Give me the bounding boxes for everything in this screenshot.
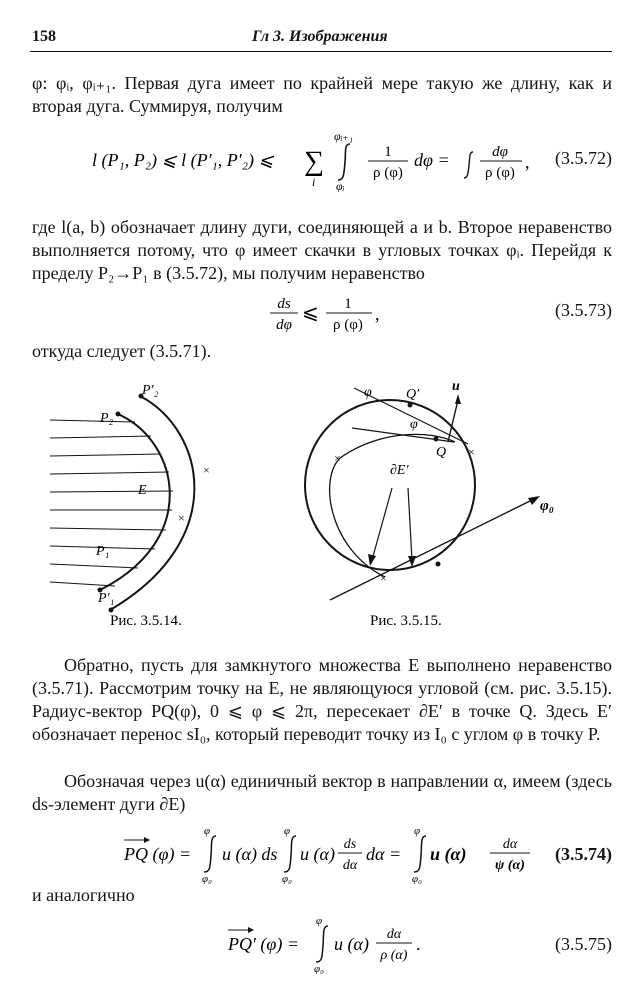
fig15-phi0-arrowhead [528,496,540,505]
fig15-vector-u-arrowhead [455,394,461,404]
fig15-vector-u [448,400,458,442]
figure-3-5-14 [50,383,210,629]
eq73-num: ds [277,296,291,312]
equation-3-5-72 [32,128,612,192]
eq73-rel: ⩽ [302,302,319,324]
fig15-radius-left [372,488,392,560]
fig14-label-e: E [138,483,147,498]
paragraph-5: Обозначая через u(α) единичный вектор в направлении α, имеем (здесь ds-элемент дуги ∂E) [32,771,612,814]
page-number: 158 [32,28,56,45]
fig15-label-q: Q [436,445,447,460]
eq74-t1: u (α) ds [222,844,278,864]
eq75-tail: . [416,934,421,954]
fig14-cross-2: × [178,511,185,525]
eq75-t1: u (α) [334,934,369,954]
eq75-number: (3.5.75) [555,934,612,954]
fig15-point-tangent [436,562,441,567]
fig15-label-phi0: φ₀ [540,498,555,514]
eq74-integral-3 [414,836,426,872]
eq72-f2-num: dφ [492,144,508,160]
equation-3-5-75-svg [32,912,472,974]
eq74-vec-arrowhead [144,837,150,843]
fig15-radius-left-arrowhead [368,554,376,566]
eq74-int1-bot: φ₀ [202,873,212,884]
eq72-integral-sign [338,144,350,180]
fig15-label-qp: Q′ [406,387,420,402]
fig15-label-phi-mid: φ [410,417,418,432]
fig14-label-p1p: P′₁ [98,591,115,606]
equation-3-5-73-svg [32,288,432,340]
eq74-int2-bot: φ₀ [282,873,292,884]
eq72-int-bot: φᵢ [336,179,345,192]
eq74-t2: u (α) [300,844,335,864]
fig15-cross-2: × [468,445,475,459]
eq72-int-top: φᵢ₊₁ [334,129,354,143]
header-rule [30,51,612,52]
fig15-radius-right [408,488,412,560]
fig14-inner-arc [100,414,170,590]
eq74-lhs: PQ (φ) = [124,844,192,864]
fig14-label-p1: P₁ [96,544,110,559]
fig15-point-qp [408,403,413,408]
chapter-title: Гл 3. Изображения [252,28,388,45]
eq73-den: dφ [276,317,292,333]
fig15-label-u: u [452,379,460,394]
eq75-integral [316,926,328,962]
equation-3-5-72-svg [32,128,532,192]
eq72-tail: , [525,152,530,172]
eq74-f1-den: dα [342,858,358,873]
paragraph-4: Обратно, пусть для замкнутого множества E выполнено неравенство (3.5.71). Рассмотрим точку на E, не являющуюся угловой (см. рис. 3.5.15). Радиус-вектор PQ(φ), 0 ⩽ φ ⩽ 2π, пересекает ∂E′ в точке Q. Здесь E′ обозначает перенос sI₀, который переводит точку из I₀ с углом φ в точку P. [32,655,612,744]
fig15-cross-3: × [380,571,387,585]
eq72-number: (3.5.72) [555,148,612,168]
fig14-label-p2p: P′₂ [142,383,159,398]
fig14-label-p2: P₂ [100,411,114,426]
eq72-f1-den: ρ (φ) [373,165,403,181]
eq73-number: (3.5.73) [555,300,612,320]
equation-3-5-75 [32,912,612,972]
fig15-cross-1: × [334,451,341,465]
fig15-circle [305,400,475,570]
figure-3-5-15 [305,379,554,629]
eq72-sum-sub: i [312,175,316,189]
paragraph-6: и аналогично [32,885,135,905]
eq74-mid: dα = [366,844,402,864]
fig14-cross-1: × [203,463,210,477]
eq74-int3-top: φ [414,825,421,837]
eq73-rden: ρ (φ) [333,317,363,333]
eq73-rnum: 1 [344,296,352,312]
fig15-inner-left-arc [330,458,385,577]
paragraph-2: где l(a, b) обозначает длину дуги, соединяющей a и b. Второе неравенство выполняется потому, что φ имеет скачки в угловых точках φᵢ. Перейдя к пределу P₂→P₁ в (3.5.72), мы получим неравенство [32,217,612,283]
fig15-label-de: ∂E′ [390,463,409,478]
eq72-sum: ∑ [304,146,324,177]
eq74-int2-top: φ [284,825,291,837]
paragraph-3: откуда следует (3.5.71). [32,341,212,361]
eq74-number: (3.5.74) [555,844,612,864]
equation-3-5-74-svg [32,822,532,884]
fig15-point-q [434,437,439,442]
eq72-mid: dφ = [414,150,450,170]
eq73-tail: , [375,304,380,324]
eq75-lhs: PQ′ (φ) = [228,934,300,954]
fig14-caption: Рис. 3.5.14. [110,613,182,629]
eq75-f-den: ρ (α) [380,948,408,963]
paragraph-1: φ: φᵢ, φᵢ₊₁. Первая дуга имеет по крайней мере такую же длину, как и вторая дуга. Суммируя, получим [32,73,612,116]
eq75-int-top: φ [316,915,323,927]
fig14-point-p2 [116,412,121,417]
eq74-integral-2 [284,836,296,872]
eq75-f-num: dα [386,927,402,942]
eq74-f2-num: dα [502,837,518,852]
eq74-f1-num: ds [343,837,357,852]
fig14-outer-arc [110,396,194,610]
eq72-f2-den: ρ (φ) [485,165,515,181]
fig14-point-p1p [109,608,114,613]
eq75-int-bot: φ₀ [314,963,324,974]
eq72-integral-sign-2 [464,152,473,178]
fig15-caption: Рис. 3.5.15. [370,613,442,629]
fig15-label-phi-top: φ [364,385,372,400]
eq74-t3: u (α) [430,844,467,864]
eq72-f1-num: 1 [384,144,392,160]
eq75-vec-arrowhead [248,927,254,933]
eq74-f2-den: ψ (α) [495,858,525,873]
eq74-int3-bot: φ₀ [412,873,422,884]
equation-3-5-73 [32,288,612,340]
eq72-lhs: l (P₁, P₂) ⩽ l (P′₁, P′₂) ⩽ [92,150,274,170]
figures [0,370,640,638]
eq74-integral-1 [204,836,216,872]
equation-3-5-74 [32,822,612,882]
fig15-phi0-line [330,498,536,600]
eq74-int1-top: φ [204,825,211,837]
